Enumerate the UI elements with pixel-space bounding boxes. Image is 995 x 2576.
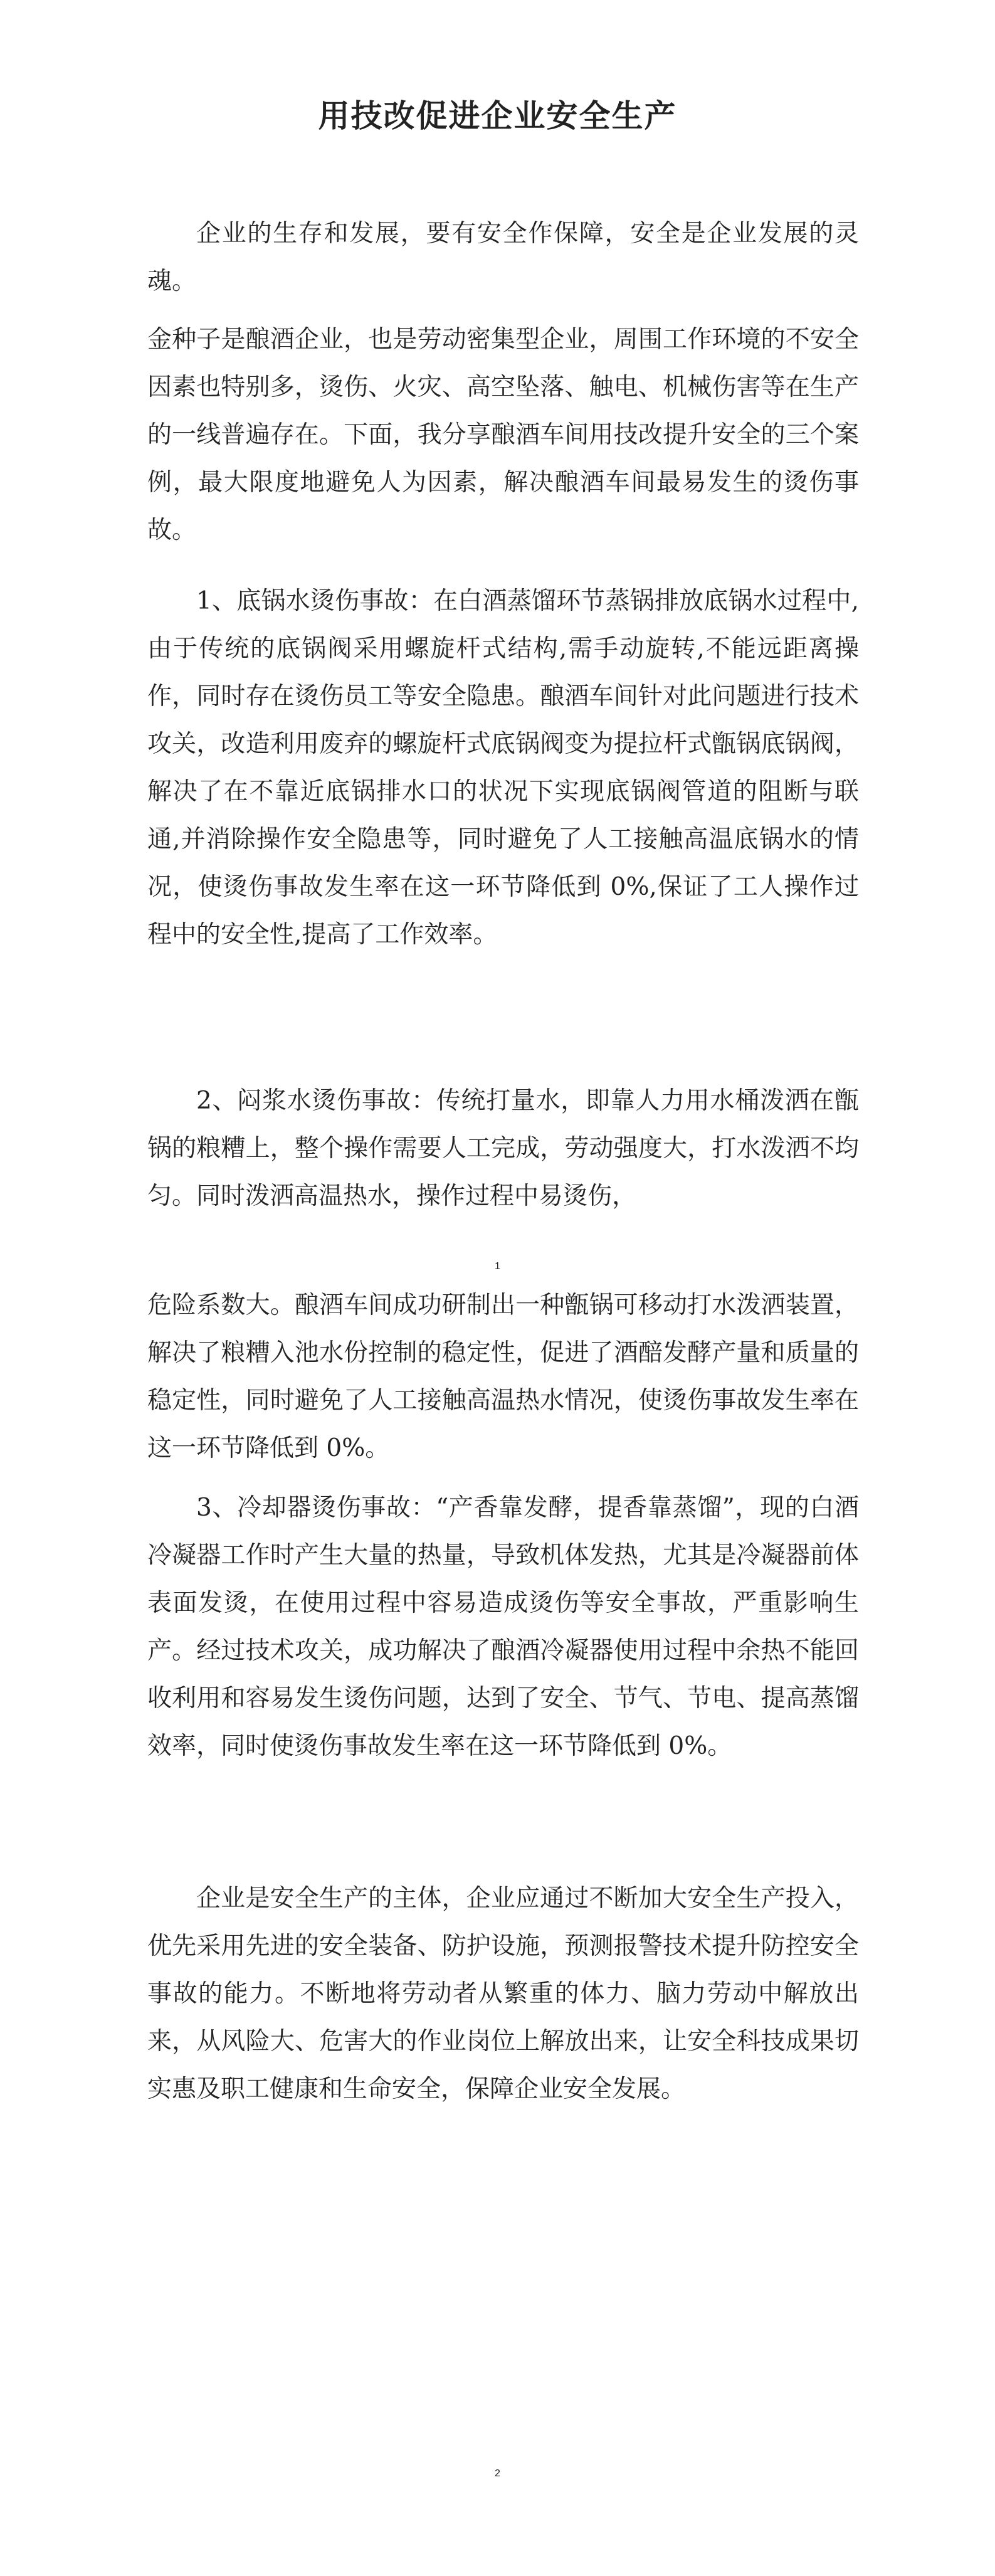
document-title: 用技改促进企业安全生产 (318, 97, 677, 134)
page-number-2: 2 (495, 2468, 500, 2479)
paragraph-company-background: 金种子是酿酒企业，也是劳动密集型企业，周围工作环境的不安全因素也特别多，烫伤、火灾、高空坠落、触电、机械伤害等在生产的一线普遍存在。下面，我分享酿酒车间用技改提升安全的三个案例，最大限度地避免人为因素，解决酿酒车间最易发生的烫伤事故。 (147, 325, 859, 544)
paragraph-case-condenser: 3、冷却器烫伤事故：“产香靠发酵，提香靠蒸馏”，现的白酒冷凝器工作时产生大量的热量，导致机体发热，尤其是冷凝器前体表面发烫，在使用过程中容易造成烫伤等安全事故，严重影响生产。经过技术攻关，成功解决了酿酒冷凝器使用过程中余热不能回收利用和容易发生烫伤问题，达到了安全、节气、节电、提高蒸馏效率，同时使烫伤事故发生率在这一环节降低到 0%。 (147, 1494, 859, 1760)
paragraph-case-bottom-pot-water: 1、底锅水烫伤事故：在白酒蒸馏环节蒸锅排放底锅水过程中,由于传统的底锅阀采用螺旋杆式结构,需手动旋转,不能远距离操作，同时存在烫伤员工等安全隐患。酿酒车间针对此问题进行技术攻关，改造利用废弃的螺旋杆式底锅阀变为提拉杆式甑锅底锅阀，解决了在不靠近底锅排水口的状况下实现底锅阀管道的阻断与联通,并消除操作安全隐患等，同时避免了人工接触高温底锅水的情况，使烫伤事故发生率在这一环节降低到 0%,保证了工人操作过程中的安全性,提高了工作效率。 (147, 587, 859, 949)
page-number-1: 1 (495, 1261, 500, 1272)
paragraph-conclusion: 企业是安全生产的主体，企业应通过不断加大安全生产投入，优先采用先进的安全装备、防护设施，预测报警技术提升防控安全事故的能力。不断地将劳动者从繁重的体力、脑力劳动中解放出来，从风险大、危害大的作业岗位上解放出来，让安全科技成果切实惠及职工健康和生命安全，保障企业安全发展。 (147, 1884, 859, 2103)
paragraph-intro: 企业的生存和发展，要有安全作保障，安全是企业发展的灵魂。 (147, 219, 859, 295)
paragraph-case-steaming-water-part1: 2、闷浆水烫伤事故：传统打量水，即靠人力用水桶泼洒在甑锅的粮糟上，整个操作需要人工完成，劳动强度大，打水泼洒不均匀。同时泼洒高温热水，操作过程中易烫伤， (147, 1087, 859, 1210)
paragraph-case-steaming-water-part2: 危险系数大。酿酒车间成功研制出一种甑锅可移动打水泼洒装置，解决了粮糟入池水份控制的稳定性，促进了酒醅发酵产量和质量的稳定性，同时避免了人工接触高温热水情况，使烫伤事故发生率在这一环节降低到 0%。 (147, 1291, 859, 1462)
